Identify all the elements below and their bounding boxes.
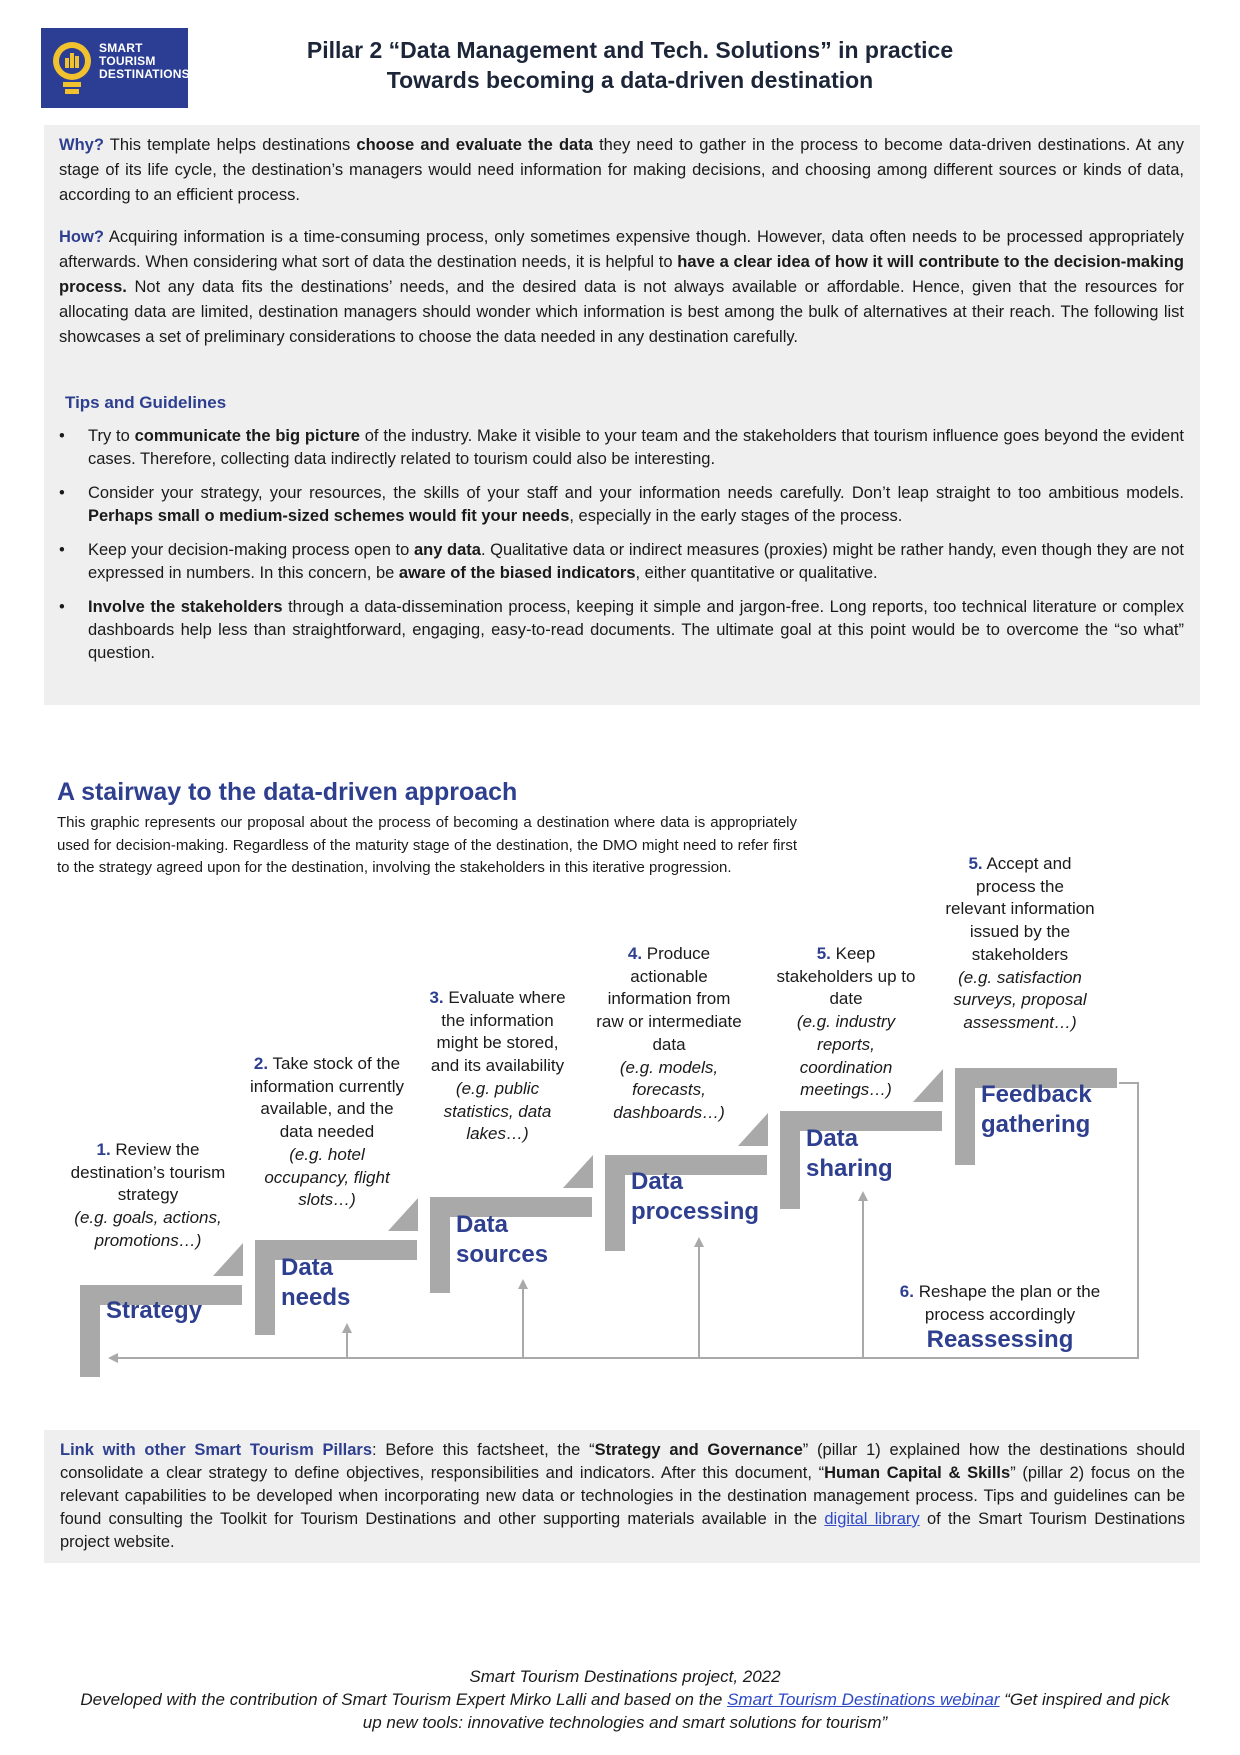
footer: Smart Tourism Destinations project, 2022 Developed with the contribution of Smart Tourism Expert Mirko Lalli and based on the Smart Tourism Destinations webinar “Get inspired and pick up new tools: innovative technologies and smart solutions for tourism” [80,1667,1170,1732]
step-label-data-sources: Data sources [456,1211,549,1268]
digital-library-link[interactable]: digital library [824,1510,920,1528]
step-label-feedback-gathering: Feedback gathering [981,1081,1092,1138]
tip-item: • Involve the stakeholders through a data-dissemination process, keeping it simple and jargon-free. Long reports, too technical literature or complex dashboards help less than straightforward, engaging, easy-to-read documents. The ultimate goal at this point would be to overcome the “so what” question. [59,598,1184,662]
bullet: • [59,427,65,445]
step-reassess-note: 6. Reshape the plan or the process accordingly [899,1282,1101,1324]
step-2-note: 2. Take stock of the information currently available, and the data needed (e.g. hotel occupancy, flight slots…) [249,1054,404,1210]
arrow-up-icon [518,1279,528,1289]
tip-item: • Try to communicate the big picture of the industry. Make it visible to your team and the stakeholders that tourism influence goes beyond the evident cases. Therefore, collecting data indirectly related to tourism could also be interesting. [59,427,1184,468]
step-shape [80,1285,100,1377]
step-shape [780,1111,800,1209]
step-triangle [563,1155,593,1188]
pillars-link-box [44,1430,1200,1563]
step-3-note: 3. Evaluate where the information might be stored, and its availability (e.g. public statistics, data lakes…) [429,988,566,1144]
tip-item: • Keep your decision-making process open to any data. Qualitative data or indirect measures (proxies) might be rather handy, even though they are not expressed in numbers. In this concern, be aware of the biased indicators, either quantitative or qualitative. [59,541,1184,582]
step-label-reassessing: Reassessing [926,1326,1074,1353]
step-6-note: 5. Accept and process the relevant information issued by the stakeholders (e.g. satisfaction surveys, proposal assessment…) [945,854,1095,1032]
arrow-up-icon [694,1237,704,1247]
step-label-data-processing: Data processing [631,1168,760,1225]
bullet: • [59,484,65,502]
why-paragraph: Why? This template helps destinations choose and evaluate the data they need to gather in the process to become data-driven destinations. At any stage of its life cycle, the destination’s managers would need information for making decisions, and choosing among different sources or kinds of data, according to an efficient process. [59,136,1184,204]
page-title: Pillar 2 “Data Management and Tech. Solutions” in practice Towards becoming a data-driven destination [306,37,954,93]
arrow-left-icon [108,1353,118,1363]
step-shape [430,1197,450,1293]
step-4-note: 4. Produce actionable information from raw or intermediate data (e.g. models, forecasts, dashboards…) [596,944,742,1122]
step-5-note: 5. Keep stakeholders up to date (e.g. industry reports, coordination meetings…) [776,944,916,1100]
bullet: • [59,598,65,616]
step-shape [255,1240,275,1335]
pillars-link-text: Link with other Smart Tourism Pillars: Before this factsheet, the “Strategy and Governance” (pillar 1) explained how the destinations should consolidate a clear strategy to define objectives, responsibilities and indicators. After this document, “Human Capital & Skills” (pillar 2) focus on the relevant capabilities to be developed when incorporating new data or technologies in the destination management process. Tips and guidelines can be found consulting the Toolkit for Tourism Destinations and other supporting materials available in the digital library of the Smart Tourism Destinations project website. [60,1441,1186,1551]
step-label-data-needs: Data needs [281,1254,351,1311]
bullet: • [59,541,65,559]
logo-text: SMART TOURISM DESTINATIONS [99,41,190,81]
step-triangle [913,1069,943,1102]
step-shape [605,1155,625,1251]
how-paragraph: How? Acquiring information is a time-consuming process, only sometimes expensive though. However, data often needs to be processed appropriately afterwards. When considering what sort of data the destination needs, it is helpful to have a clear idea of how it will contribute to the decision-making process. Not any data fits the destinations’ needs, and the desired data is not always available or affordable. Hence, given that the resources for allocating data are limited, destination managers should wonder which information is best among the bulk of alternatives at their reach. The following list showcases a set of preliminary considerations to choose the data needed in any destination carefully. [59,228,1184,346]
webinar-link[interactable]: Smart Tourism Destinations webinar [727,1690,1000,1709]
tip-item: • Consider your strategy, your resources, the skills of your staff and your information needs carefully. Don’t leap straight to too ambitious models. Perhaps small o medium-sized schemes would fit your needs, especially in the early stages of the process. [59,484,1184,525]
step-1-note: 1. Review the destination’s tourism strategy (e.g. goals, actions, promotions…) [70,1140,226,1250]
stairway-title: A stairway to the data-driven approach [57,778,518,806]
step-label-strategy: Strategy [106,1297,203,1324]
tips-title: Tips and Guidelines [65,393,227,412]
step-shape [955,1068,975,1165]
arrow-up-icon [342,1323,352,1333]
arrow-up-icon [858,1191,868,1201]
step-label-data-sharing: Data sharing [806,1125,893,1182]
stairway-description: This graphic represents our proposal about the process of becoming a destination where data is appropriately used for decision-making. Regardless of the maturity stage of the destination, the DMO might need to refer first to the strategy agreed upon for the destination, involving the stakeholders in this iterative progression. [57,814,797,876]
